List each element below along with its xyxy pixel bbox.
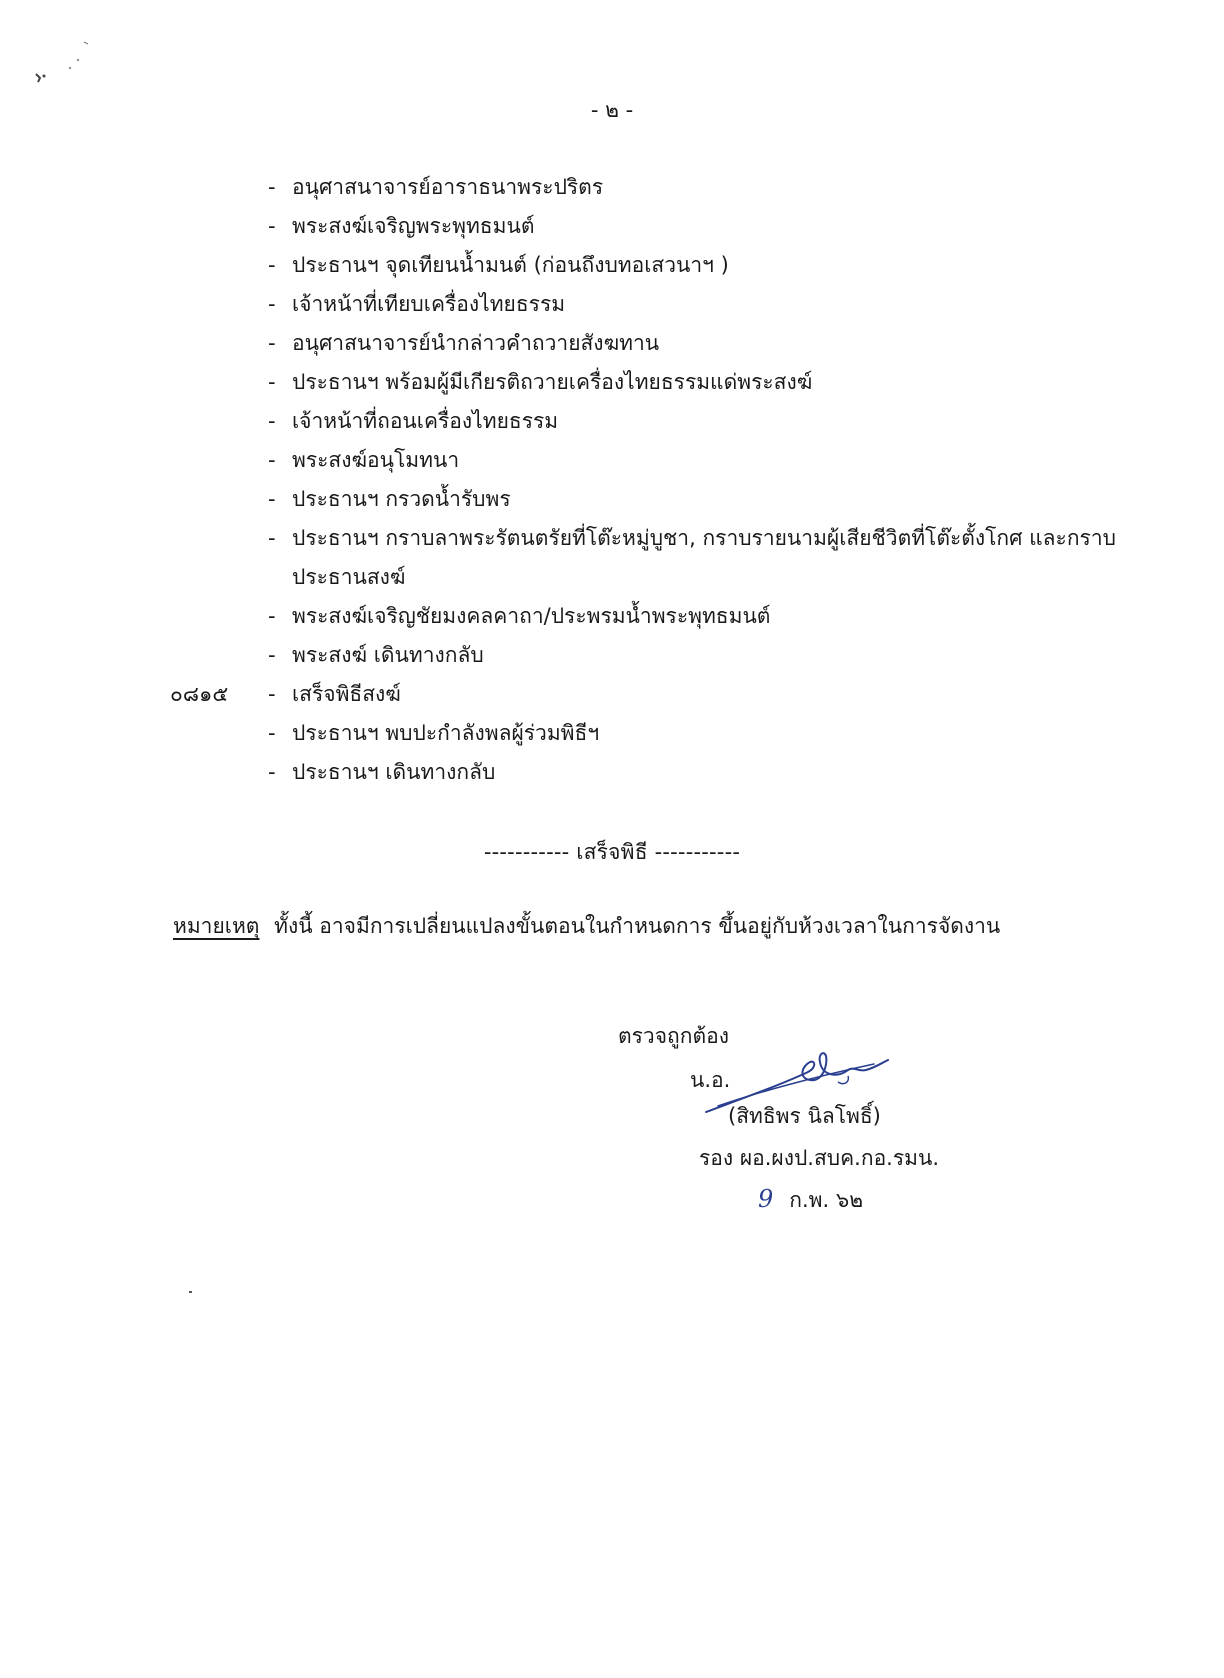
bullet-dash: - <box>268 604 276 628</box>
schedule-item-time: ๐๘๑๕ <box>170 682 229 706</box>
schedule-item <box>170 636 1150 675</box>
schedule-item <box>170 441 1150 480</box>
bullet-dash: - <box>268 370 276 394</box>
remark-text: ทั้งนี้ อาจมีการเปลี่ยนแปลงขั้นตอนในกำหนดการ ขึ้นอยู่กับห้วงเวลาในการจัดงาน <box>274 914 1001 938</box>
schedule-item <box>170 168 1150 207</box>
bullet-dash: - <box>268 175 276 199</box>
schedule-item-text: อนุศาสนาจารย์นำกล่าวคำถวายสังฆทาน <box>292 331 660 355</box>
signer-rank: น.อ. <box>690 1068 731 1092</box>
schedule-item-text: ประธานฯ จุดเทียนน้ำมนต์ (ก่อนถึงบทอเสวนาฯ ) <box>292 253 729 277</box>
bullet-dash: - <box>268 409 276 433</box>
bullet-dash: - <box>268 526 276 550</box>
schedule-item <box>170 597 1150 636</box>
schedule-item <box>170 285 1150 324</box>
bullet-dash: - <box>268 721 276 745</box>
scan-artifact-mark <box>30 40 90 100</box>
scan-artifact-dot <box>189 1291 192 1293</box>
bullet-dash: - <box>268 682 276 706</box>
signer-position: รอง ผอ.ผงป.สบค.กอ.รมน. <box>699 1146 940 1170</box>
schedule-item <box>170 480 1150 519</box>
remark-paragraph <box>173 910 1073 942</box>
bullet-dash: - <box>268 643 276 667</box>
schedule-item-text: เจ้าหน้าที่ถอนเครื่องไทยธรรม <box>292 409 559 433</box>
schedule-list <box>170 168 1150 792</box>
schedule-item <box>170 363 1150 402</box>
approval-caption: ตรวจถูกต้อง <box>618 1024 729 1048</box>
schedule-item-text: เสร็จพิธีสงฆ์ <box>292 682 401 706</box>
schedule-item-text: ประธานฯ เดินทางกลับ <box>292 760 496 784</box>
sign-date-day: 9 <box>758 1185 774 1213</box>
bullet-dash: - <box>268 487 276 511</box>
schedule-item-text: พระสงฆ์เจริญชัยมงคลคาถา/ประพรมน้ำพระพุทธมนต์ <box>292 604 771 628</box>
schedule-item <box>170 714 1150 753</box>
bullet-dash: - <box>268 331 276 355</box>
bullet-dash: - <box>268 292 276 316</box>
signer-name: (สิทธิพร นิลโพธิ์) <box>728 1104 881 1128</box>
bullet-dash: - <box>268 253 276 277</box>
schedule-item-text: ประธานฯ กรวดน้ำรับพร <box>292 487 511 511</box>
bullet-dash: - <box>268 760 276 784</box>
schedule-item <box>170 402 1150 441</box>
schedule-item-text: ประธานฯ พบปะกำลังพลผู้ร่วมพิธีฯ <box>292 721 600 745</box>
schedule-item-text: อนุศาสนาจารย์อาราธนาพระปริตร <box>292 175 604 199</box>
schedule-item <box>170 246 1150 285</box>
page-number: - ๒ - <box>590 98 634 122</box>
schedule-item-text: เจ้าหน้าที่เทียบเครื่องไทยธรรม <box>292 292 566 316</box>
schedule-item-text: พระสงฆ์ เดินทางกลับ <box>292 643 484 667</box>
remark-label: หมายเหตุ <box>173 914 260 938</box>
sign-date <box>758 1184 863 1217</box>
schedule-item <box>170 207 1150 246</box>
bullet-dash: - <box>268 214 276 238</box>
closing-line: ----------- เสร็จพิธี ----------- <box>483 840 741 864</box>
schedule-item-text: ประธานฯ กราบลาพระรัตนตรัยที่โต๊ะหมู่บูชา, กราบรายนามผู้เสียชีวิตที่โต๊ะตั้งโกศ และกราบประธานสงฆ์ <box>292 526 1116 589</box>
schedule-item <box>170 519 1150 597</box>
schedule-item <box>170 675 1150 714</box>
schedule-item <box>170 753 1150 792</box>
sign-date-month-year: ก.พ. ๖๒ <box>789 1188 864 1212</box>
schedule-item-text: พระสงฆ์อนุโมทนา <box>292 448 460 472</box>
schedule-item-text: พระสงฆ์เจริญพระพุทธมนต์ <box>292 214 535 238</box>
schedule-item-text: ประธานฯ พร้อมผู้มีเกียรติถวายเครื่องไทยธรรมแด่พระสงฆ์ <box>292 370 813 394</box>
bullet-dash: - <box>268 448 276 472</box>
schedule-item <box>170 324 1150 363</box>
approval-block <box>618 1020 998 1220</box>
